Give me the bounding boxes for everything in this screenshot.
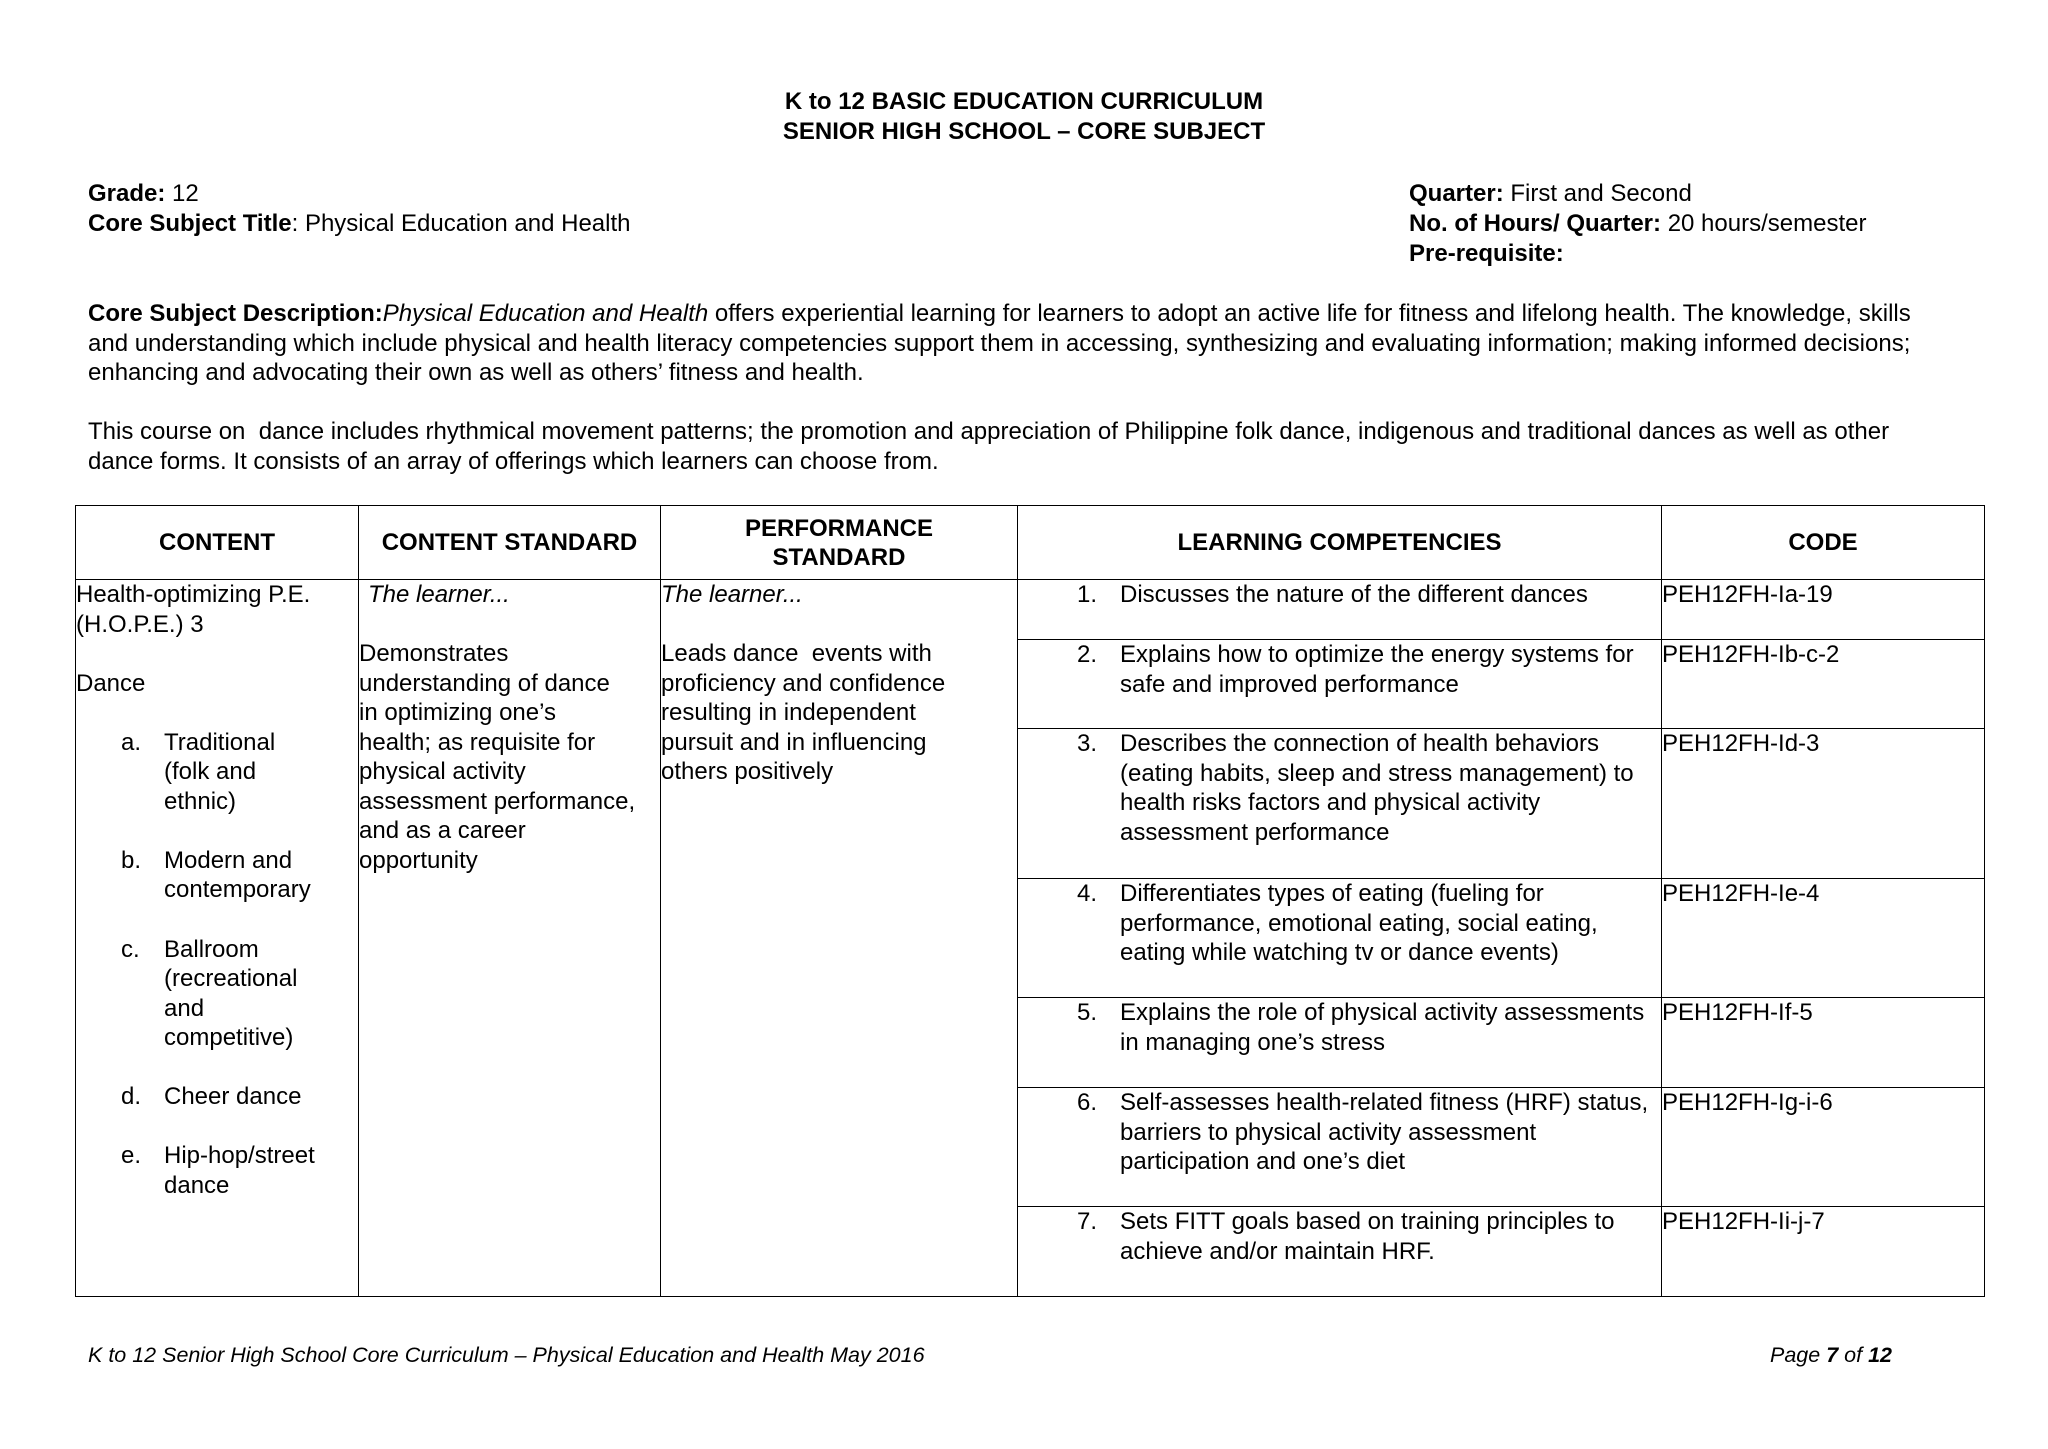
header-performance-line: PERFORMANCE [744, 514, 933, 542]
competency-cell [1018, 998, 1662, 1088]
content-subtitle: Dance [76, 669, 146, 697]
competency-cell [1018, 640, 1662, 729]
page-label: Page [1770, 1343, 1821, 1367]
prerequisite-row [1409, 239, 1866, 269]
hours-label: No. of Hours/ Quarter: [1409, 210, 1662, 238]
content-title-line: Health-optimizing P.E. [76, 581, 311, 608]
blank-line [76, 816, 358, 846]
competency-text [1120, 580, 1588, 610]
competency-code: PEH12FH-Ie-4 [1662, 880, 1820, 907]
list-item-line: ethnic) [164, 787, 237, 815]
grade-value: 12 [172, 180, 199, 207]
competency-code: PEH12FH-Ia-19 [1662, 581, 1833, 608]
hours-row [1409, 209, 1866, 239]
list-letter: c. [121, 935, 140, 963]
description-label: Core Subject Description: [88, 300, 383, 327]
content-cell [76, 580, 359, 1297]
list-item-line: competitive) [164, 1024, 294, 1052]
competency-item [1018, 580, 1661, 610]
competency-line: Differentiates types of eating (fueling for [1120, 880, 1544, 907]
content-standard-line: assessment performance, [359, 787, 636, 815]
competency-line: Self-assesses health-related fitness (HRF) status, [1120, 1089, 1649, 1116]
competency-number: 2. [1077, 641, 1098, 668]
header-content-standard: CONTENT STANDARD [359, 506, 661, 580]
competency-cell [1018, 1207, 1662, 1297]
list-item-line: (folk and [164, 758, 257, 786]
competency-text [1120, 879, 1598, 968]
table-header-row [76, 506, 1985, 580]
code-cell [1662, 580, 1985, 640]
page-of-label: of [1844, 1343, 1863, 1367]
content-list-item [76, 1141, 358, 1200]
competency-line: health risks factors and physical activity [1120, 789, 1541, 817]
competency-line: participation and one’s diet [1120, 1148, 1406, 1176]
competency-item [1018, 998, 1661, 1057]
code-cell [1662, 729, 1985, 879]
competency-item [1018, 640, 1661, 699]
header-learning-competencies: LEARNING COMPETENCIES [1018, 506, 1662, 580]
description-line: and understanding which include physical and health literacy competencies support them in accessing, synthesizing and evaluating information; making informed decisions; [88, 329, 1911, 357]
competency-line: Explains the role of physical activity assessments [1120, 999, 1645, 1026]
competency-code: PEH12FH-Id-3 [1662, 730, 1820, 757]
competency-line: safe and improved performance [1120, 670, 1459, 698]
blank-line [76, 698, 358, 728]
competency-number: 4. [1077, 880, 1098, 907]
code-cell [1662, 1207, 1985, 1297]
list-item-text [164, 1141, 315, 1200]
document-title [0, 87, 2048, 147]
page-current: 7 [1826, 1343, 1839, 1367]
table-row [76, 580, 1985, 640]
list-item-text [164, 728, 275, 817]
competency-item [1018, 1088, 1661, 1177]
list-item-line: dance [164, 1171, 230, 1199]
list-letter: e. [121, 1142, 142, 1170]
competency-line: Discusses the nature of the different dances [1120, 581, 1588, 608]
blank-line [76, 905, 358, 935]
competency-line: Describes the connection of health behaviors [1120, 730, 1599, 757]
code-cell [1662, 1088, 1985, 1207]
list-item-line: Hip-hop/street [164, 1142, 315, 1170]
list-item-line: Modern and [164, 846, 293, 874]
competency-item [1018, 1207, 1661, 1266]
quarter-label: Quarter: [1409, 180, 1504, 207]
performance-standard-line: pursuit and in influencing [661, 728, 927, 756]
competency-code: PEH12FH-If-5 [1662, 999, 1813, 1026]
competency-code: PEH12FH-Ib-c-2 [1662, 641, 1840, 668]
content-list-item [76, 846, 358, 905]
competency-line: performance, emotional eating, social eating, [1120, 909, 1598, 937]
list-item-line: Cheer dance [164, 1083, 302, 1111]
content-list-item [76, 935, 358, 1053]
page-total: 12 [1868, 1343, 1892, 1367]
quarter-value: First and Second [1510, 180, 1692, 207]
competency-line: (eating habits, sleep and stress management) to [1120, 759, 1634, 787]
list-item-line: and [164, 994, 205, 1022]
content-list-item [76, 1082, 358, 1112]
footer-page-number [1770, 1341, 1892, 1369]
competency-cell [1018, 729, 1662, 879]
competency-cell [1018, 879, 1662, 998]
list-item-line: contemporary [164, 876, 311, 904]
competency-number: 6. [1077, 1089, 1098, 1116]
blank-line [76, 639, 358, 669]
competency-line: eating while watching tv or dance events) [1120, 939, 1559, 967]
blank-line [76, 1112, 358, 1142]
performance-standard-line: Leads dance events with [661, 640, 932, 668]
code-cell [1662, 998, 1985, 1088]
competency-cell [1018, 1088, 1662, 1207]
content-standard-line: in optimizing one’s [359, 699, 557, 727]
meta-left-block [88, 179, 631, 239]
list-item-line: (recreational [164, 965, 298, 993]
performance-standard-line: others positively [661, 758, 834, 786]
performance-standard-line: proficiency and confidence [661, 669, 946, 697]
core-subject-description [88, 299, 1911, 388]
meta-right-block [1409, 179, 1866, 270]
list-letter: a. [121, 728, 142, 756]
content-standard-line: health; as requisite for [359, 728, 596, 756]
description-subject: Physical Education and Health [382, 300, 709, 327]
code-cell [1662, 640, 1985, 729]
quarter-row [1409, 179, 1866, 209]
competency-code: PEH12FH-Ig-i-6 [1662, 1089, 1833, 1116]
course-note-line: dance forms. It consists of an array of offerings which learners can choose from. [88, 447, 939, 475]
content-list-item [76, 728, 358, 817]
prerequisite-label: Pre-requisite: [1409, 240, 1564, 268]
header-performance-line: STANDARD [772, 543, 906, 571]
competency-item [1018, 729, 1661, 847]
header-code: CODE [1662, 506, 1985, 580]
hours-value: 20 hours/semester [1667, 210, 1867, 238]
competency-text [1120, 640, 1634, 699]
performance-standard-line: resulting in independent [661, 699, 916, 727]
content-standard-line: opportunity [359, 846, 478, 874]
course-note [88, 417, 1889, 476]
content-standard-line: and as a career [359, 817, 526, 845]
competency-number: 5. [1077, 999, 1098, 1026]
list-item-line: Traditional [164, 728, 276, 756]
content-standard-line: understanding of dance [359, 669, 610, 697]
course-note-line: This course on dance includes rhythmical movement patterns; the promotion and appreciation of Philippine folk dance, indigenous and traditional dances as well as other [88, 418, 1890, 445]
list-letter: b. [121, 846, 142, 874]
subject-title-label: Core Subject Title [88, 210, 292, 238]
competency-line: in managing one’s stress [1120, 1028, 1386, 1056]
competency-number: 7. [1077, 1208, 1098, 1235]
document-title-line2: SENIOR HIGH SCHOOL – CORE SUBJECT [782, 118, 1266, 146]
performance-standard-intro: The learner... [661, 581, 803, 608]
competency-cell [1018, 580, 1662, 640]
content-standard-cell [359, 580, 661, 1297]
grade-label: Grade: [88, 180, 166, 207]
code-cell [1662, 879, 1985, 998]
list-item-text [164, 935, 297, 1053]
competency-line: achieve and/or maintain HRF. [1120, 1237, 1435, 1265]
competency-text [1120, 729, 1634, 847]
competency-line: assessment performance [1120, 818, 1390, 846]
description-line: enhancing and advocating their own as well as others’ fitness and health. [88, 359, 864, 386]
content-title-line: (H.O.P.E.) 3 [76, 610, 204, 638]
competency-text [1120, 998, 1644, 1057]
list-item-text [164, 1082, 301, 1112]
content-standard-line: Demonstrates [359, 640, 509, 668]
competency-number: 3. [1077, 730, 1098, 757]
content-standard-intro: The learner... [368, 581, 510, 608]
competency-line: barriers to physical activity assessment [1120, 1118, 1537, 1146]
description-line [88, 299, 1911, 329]
subject-title-separator: : [291, 210, 299, 238]
competency-text [1120, 1207, 1614, 1266]
blank-line [661, 610, 1017, 640]
grade-row [88, 179, 631, 209]
list-item-text [164, 846, 311, 905]
header-performance-standard [661, 506, 1018, 580]
content-standard-line: physical activity [359, 758, 526, 786]
header-content: CONTENT [76, 506, 359, 580]
competency-text [1120, 1088, 1648, 1177]
subject-title-value: Physical Education and Health [304, 210, 631, 238]
curriculum-table [75, 505, 1985, 1297]
subject-title-row [88, 209, 631, 239]
performance-standard-cell [661, 580, 1018, 1297]
footer-document-info: K to 12 Senior High School Core Curriculum – Physical Education and Health May 2016 [88, 1343, 925, 1367]
competency-line: Explains how to optimize the energy systems for [1120, 641, 1634, 668]
list-item-line: Ballroom [164, 935, 259, 963]
list-letter: d. [121, 1083, 142, 1111]
competency-item [1018, 879, 1661, 968]
competency-line: Sets FITT goals based on training principles to [1120, 1208, 1615, 1235]
competency-code: PEH12FH-Ii-j-7 [1662, 1208, 1825, 1235]
competency-number: 1. [1077, 581, 1098, 608]
document-title-line1: K to 12 BASIC EDUCATION CURRICULUM [784, 88, 1264, 115]
blank-line [76, 1053, 358, 1083]
blank-line [359, 610, 660, 640]
description-text: offers experiential learning for learners to adopt an active life for fitness and lifelong health. The knowledge, skills [708, 300, 1911, 327]
